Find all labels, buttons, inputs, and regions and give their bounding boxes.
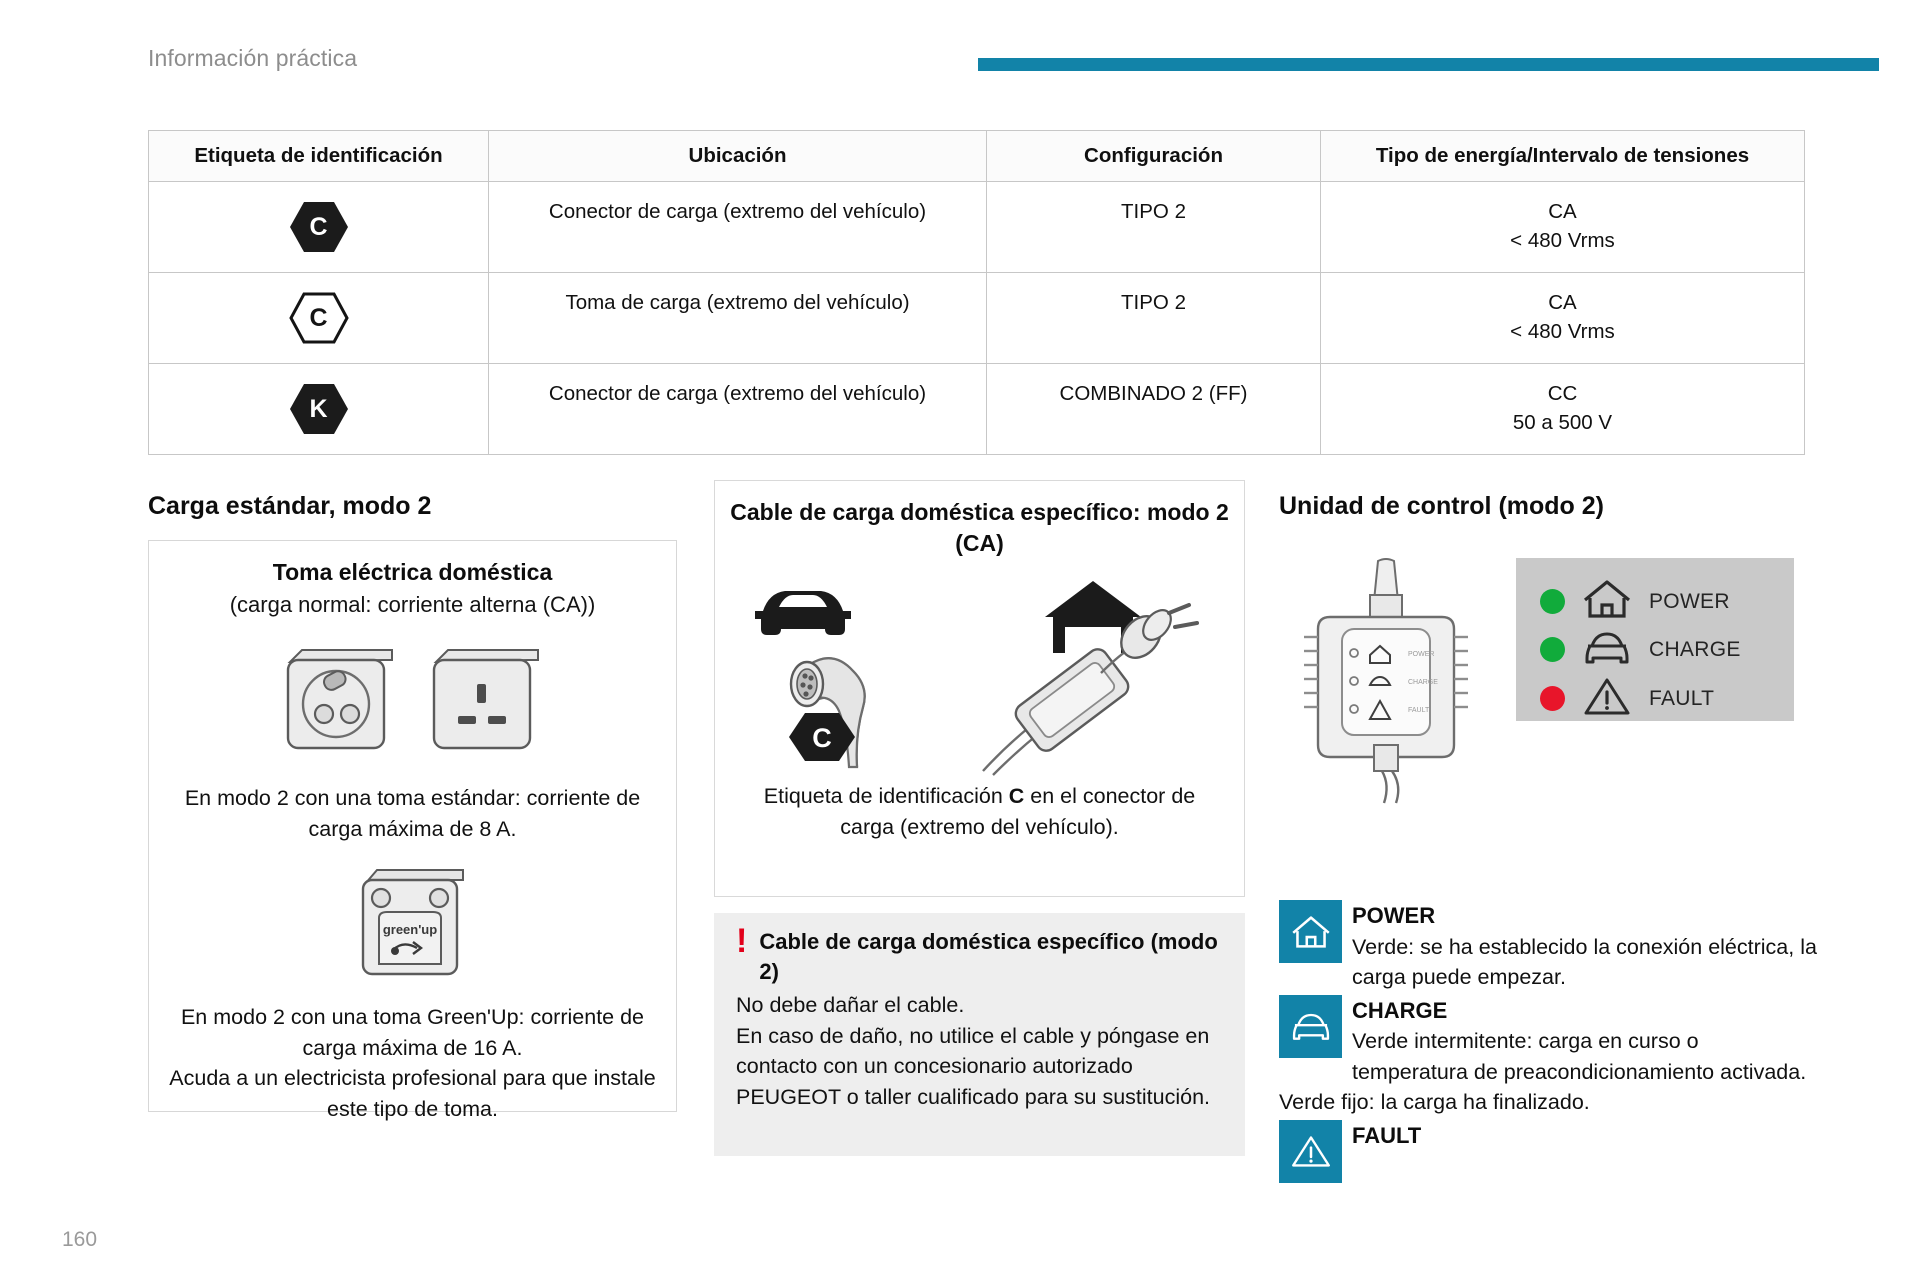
svg-text:green'up: green'up xyxy=(382,922,437,938)
page-number: 160 xyxy=(62,1228,98,1251)
uk-socket-icon xyxy=(426,640,546,757)
page-header xyxy=(0,0,1920,92)
hexagon-c-outline-icon xyxy=(289,292,349,344)
warning-icon xyxy=(1581,675,1633,722)
cell-power xyxy=(1321,364,1805,455)
table-header-row xyxy=(149,131,1805,182)
voltage-range: < 480 Vrms xyxy=(1510,228,1615,252)
cell-location: Toma de carga (extremo del vehículo) xyxy=(489,273,987,364)
column-header-power: Tipo de energía/Intervalo de tensiones xyxy=(1321,131,1805,182)
led-dot-green xyxy=(1540,637,1565,662)
house-icon xyxy=(1279,900,1342,963)
cell-location: Conector de carga (extremo del vehículo) xyxy=(489,182,987,273)
cell-configuration: TIPO 2 xyxy=(987,182,1321,273)
warning-line: En caso de daño, no utilice el cable y póngase en contacto con un concesionario autorizado PEUGEOT o taller cualificado para su sustitución. xyxy=(736,1023,1211,1109)
led-row-fault xyxy=(1540,675,1714,722)
warning-line: No debe dañar el cable. xyxy=(736,993,965,1018)
cable-diagram xyxy=(715,565,1244,777)
legend-text: Verde intermitente: carga en curso o temperatura de preacondicionamiento activada. Verde fijo: la carga ha finalizado. xyxy=(1279,1029,1807,1115)
table-row xyxy=(149,182,1805,273)
car-icon xyxy=(1581,626,1633,673)
paragraph-electrician: Acuda a un electricista profesional para que instale este tipo de toma. xyxy=(169,1066,656,1121)
led-label: POWER xyxy=(1649,589,1730,613)
paragraph-standard-socket: En modo 2 con una toma estándar: corriente de carga máxima de 8 A. xyxy=(184,786,641,841)
led-dot-red xyxy=(1540,686,1565,711)
legend-item-charge xyxy=(1279,995,1819,1118)
section-heading-standard-charge: Carga estándar, modo 2 xyxy=(148,492,432,520)
table-row xyxy=(149,273,1805,364)
cable-caption xyxy=(715,781,1244,842)
panel-title: Toma eléctrica doméstica xyxy=(272,559,553,585)
section-heading-control-unit: Unidad de control (modo 2) xyxy=(1279,492,1604,520)
led-dot-green xyxy=(1540,589,1565,614)
cell-location: Conector de carga (extremo del vehículo) xyxy=(489,364,987,455)
legend-item-fault xyxy=(1279,1120,1819,1152)
legend-name: POWER xyxy=(1352,903,1436,928)
led-label: CHARGE xyxy=(1649,637,1741,661)
domestic-socket-panel xyxy=(148,540,677,1121)
identification-label-table xyxy=(148,130,1805,455)
power-type: CA xyxy=(1548,291,1577,314)
hexagon-k-filled-icon xyxy=(289,383,349,435)
voltage-range: < 480 Vrms xyxy=(1510,319,1615,343)
legend-item-power xyxy=(1279,900,1819,993)
power-type: CA xyxy=(1548,200,1577,223)
warning-title: Cable de carga doméstica específico (modo 2) xyxy=(759,929,1218,984)
warning-exclamation-icon: ! xyxy=(736,922,748,960)
column-header-location: Ubicación xyxy=(489,131,987,182)
cell-power xyxy=(1321,182,1805,273)
badge-letter: C xyxy=(309,303,328,332)
cell-badge xyxy=(149,364,489,455)
table-row xyxy=(149,364,1805,455)
power-type: CC xyxy=(1547,382,1578,405)
led-label: FAULT xyxy=(1649,686,1715,710)
caption-text-1: Etiqueta de identificación xyxy=(763,784,1009,809)
svg-text:CHARGE: CHARGE xyxy=(1408,679,1438,686)
domestic-cable-panel xyxy=(714,480,1245,897)
cell-power xyxy=(1321,273,1805,364)
cell-configuration: COMBINADO 2 (FF) xyxy=(987,364,1321,455)
header-accent-bar xyxy=(978,58,1879,71)
car-icon xyxy=(1279,995,1342,1058)
caption-text-2: en el conector de carga (extremo del vehículo). xyxy=(840,784,1196,839)
cell-configuration: TIPO 2 xyxy=(987,273,1321,364)
paragraph-greenup-socket: En modo 2 con una toma Green'Up: corriente de carga máxima de 16 A. xyxy=(180,1005,645,1060)
led-indicator-panel xyxy=(1516,558,1794,721)
column-header-configuration: Configuración xyxy=(987,131,1321,182)
hexagon-c-filled-icon xyxy=(289,201,349,253)
cell-badge xyxy=(149,273,489,364)
control-unit-icon xyxy=(1290,555,1490,810)
cell-badge xyxy=(149,182,489,273)
badge-letter: C xyxy=(309,212,328,241)
breadcrumb: Información práctica xyxy=(148,45,358,71)
greenup-socket-illustration xyxy=(149,862,676,980)
led-legend-list xyxy=(1279,900,1819,1183)
domestic-socket-icon xyxy=(280,640,400,757)
warning-icon xyxy=(1279,1120,1342,1183)
svg-text:FAULT: FAULT xyxy=(1408,707,1430,714)
column-header-label: Etiqueta de identificación xyxy=(149,131,489,182)
house-icon xyxy=(1581,578,1633,625)
legend-name: FAULT xyxy=(1352,1122,1422,1148)
legend-text: Verde: se ha establecido la conexión eléctrica, la carga puede empezar. xyxy=(1352,934,1817,990)
car-icon xyxy=(755,591,851,635)
panel-subtitle: (carga normal: corriente alterna (CA)) xyxy=(229,592,596,617)
voltage-range: 50 a 500 V xyxy=(1512,410,1613,434)
led-row-charge xyxy=(1540,626,1741,673)
svg-text:POWER: POWER xyxy=(1408,651,1435,658)
socket-illustrations xyxy=(149,640,676,757)
caption-badge-letter: C xyxy=(1008,784,1025,809)
svg-text:C: C xyxy=(811,723,832,754)
panel-title: Cable de carga doméstica específico: modo 2 (CA) xyxy=(730,499,1229,557)
led-row-power xyxy=(1540,578,1730,625)
badge-letter: K xyxy=(309,394,328,423)
legend-name: CHARGE xyxy=(1352,997,1448,1023)
warning-box xyxy=(714,913,1245,1156)
